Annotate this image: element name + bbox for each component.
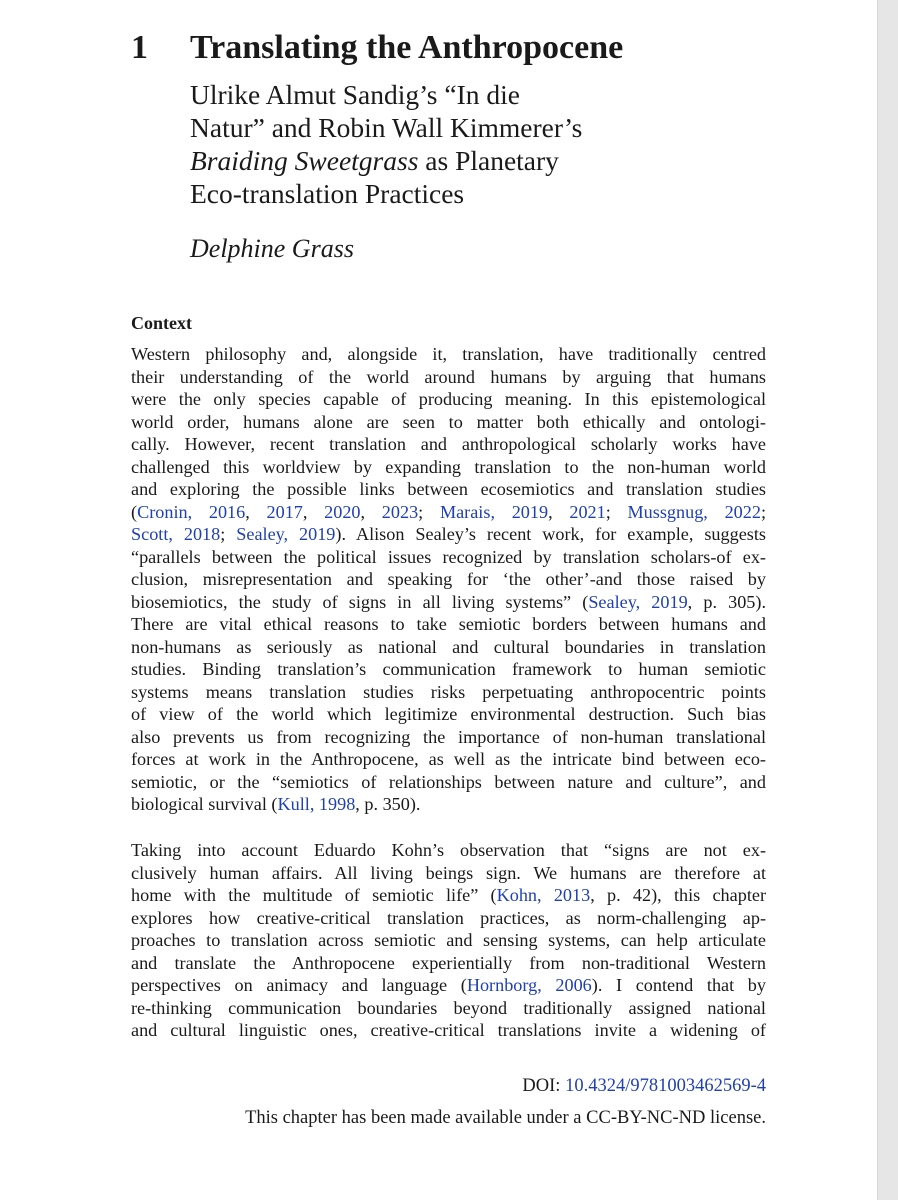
text-run: ; bbox=[220, 524, 237, 544]
text-line bbox=[131, 658, 766, 681]
subtitle-line-rest: as Planetary bbox=[418, 145, 559, 176]
section-heading: Context bbox=[131, 313, 192, 333]
text-run: ; bbox=[760, 501, 767, 522]
chapter-title: Translating the Anthropocene bbox=[190, 29, 624, 66]
text-line bbox=[131, 748, 766, 771]
text-run: clusively human affairs. All living beings sign. We humans are therefore at bbox=[131, 862, 766, 883]
author-name: Delphine Grass bbox=[190, 234, 354, 263]
text-line bbox=[131, 388, 766, 411]
text-line bbox=[131, 681, 766, 704]
text-line bbox=[131, 793, 766, 816]
text-run: and exploring the possible links between ecosemiotics and translation studies bbox=[131, 479, 766, 499]
text-run: biological survival ( bbox=[131, 794, 278, 814]
text-run: , bbox=[360, 501, 382, 522]
text-line bbox=[131, 478, 766, 501]
text-run: ; bbox=[418, 501, 440, 522]
text-run: home with the multitude of semiotic life” ( bbox=[131, 885, 497, 905]
text-run: re-thinking communication boundaries beyond traditionally assigned national bbox=[131, 997, 766, 1018]
text-line bbox=[131, 568, 766, 591]
text-line bbox=[131, 366, 766, 389]
text-line bbox=[131, 974, 766, 997]
citation-link[interactable]: Hornborg, 2006 bbox=[466, 975, 592, 995]
text-run: ; bbox=[605, 501, 628, 522]
text-run: clusion, misrepresentation and speaking for ‘the other’-and those raised by bbox=[131, 569, 766, 589]
text-run: and cultural linguistic ones, creative-critical translations invite a widening of bbox=[131, 1020, 766, 1040]
text-run: biosemiotics, the study of signs in all living systems” ( bbox=[131, 591, 589, 612]
text-run: studies. Binding translation’s communication framework to human semiotic bbox=[131, 659, 766, 679]
text-line bbox=[131, 411, 766, 434]
text-line bbox=[131, 501, 766, 524]
text-run: , p. 42), this chapter bbox=[590, 885, 766, 905]
text-line bbox=[131, 591, 766, 614]
text-run: challenged this worldview by expanding translation to the non-human world bbox=[131, 456, 766, 477]
citation-link[interactable]: 2020 bbox=[324, 501, 361, 522]
text-run: Western philosophy and, alongside it, translation, have traditionally centred bbox=[131, 344, 766, 364]
citation-link[interactable]: 2023 bbox=[381, 501, 419, 522]
paragraph bbox=[131, 839, 766, 1042]
text-line bbox=[131, 726, 766, 749]
text-line bbox=[131, 907, 766, 930]
citation-link[interactable]: Kohn, 2013 bbox=[496, 885, 591, 905]
text-run: , bbox=[548, 501, 570, 522]
page-edge bbox=[877, 0, 898, 1200]
text-run: semiotic, or the “semiotics of relationships between nature and culture”, and bbox=[131, 771, 766, 792]
text-run: ). Alison Sealey’s recent work, for example, suggests bbox=[335, 524, 766, 544]
text-line bbox=[131, 929, 766, 952]
chapter-number: 1 bbox=[131, 29, 148, 66]
text-run: ( bbox=[131, 501, 138, 522]
text-run: “parallels between the political issues recognized by translation scholars-of ex- bbox=[131, 546, 766, 567]
text-run: systems means translation studies risks perpetuating anthropocentric points bbox=[131, 681, 766, 702]
text-line bbox=[131, 546, 766, 569]
paragraph bbox=[131, 343, 766, 816]
text-line bbox=[131, 613, 766, 636]
text-line bbox=[131, 1019, 766, 1042]
text-line bbox=[131, 703, 766, 726]
text-run: explores how creative-critical translation practices, as norm-challenging ap- bbox=[131, 907, 766, 928]
text-line bbox=[131, 862, 766, 885]
text-line bbox=[131, 523, 766, 546]
text-line bbox=[131, 839, 766, 862]
text-line bbox=[131, 997, 766, 1020]
citation-link[interactable]: 2021 bbox=[569, 501, 606, 522]
text-line bbox=[131, 343, 766, 366]
text-run: their understanding of the world around humans by arguing that humans bbox=[131, 366, 766, 387]
text-line bbox=[131, 771, 766, 794]
text-line bbox=[131, 884, 766, 907]
doi-link[interactable]: 10.4324/9781003462569-4 bbox=[565, 1076, 766, 1096]
citation-link[interactable]: Sealey, 2019 bbox=[236, 524, 336, 544]
license-notice: This chapter has been made available under a CC-BY-NC-ND license. bbox=[245, 1108, 766, 1128]
doi-label: DOI: bbox=[522, 1076, 566, 1096]
text-run: proaches to translation across semiotic and sensing systems, can help articulate bbox=[131, 930, 766, 950]
text-run: There are vital ethical reasons to take semiotic borders between humans and bbox=[131, 614, 766, 634]
text-line bbox=[131, 456, 766, 479]
citation-link[interactable]: Sealey, 2019 bbox=[588, 591, 688, 612]
text-line bbox=[131, 952, 766, 975]
text-run: were the only species capable of producing meaning. In this epistemological bbox=[131, 389, 766, 409]
book-title-italic: Braiding Sweetgrass bbox=[190, 145, 419, 176]
citation-link[interactable]: Marais, 2019 bbox=[439, 501, 549, 522]
text-run: cally. However, recent translation and anthropological scholarly works have bbox=[131, 434, 766, 454]
citation-link[interactable]: Cronin, 2016 bbox=[137, 501, 246, 522]
chapter-subtitle bbox=[190, 78, 610, 210]
subtitle-line bbox=[190, 144, 610, 177]
text-run: , bbox=[245, 501, 267, 522]
text-line bbox=[131, 433, 766, 456]
text-run: also prevents us from recognizing the importance of non-human translational bbox=[131, 726, 766, 747]
doi-line bbox=[522, 1074, 766, 1098]
text-run: ). I contend that by bbox=[591, 975, 766, 995]
text-run: perspectives on animacy and language ( bbox=[131, 975, 467, 995]
citation-link[interactable]: 2017 bbox=[266, 501, 303, 522]
citation-link[interactable]: Scott, 2018 bbox=[131, 524, 221, 544]
text-run: and translate the Anthropocene experientially from non-traditional Western bbox=[131, 952, 766, 973]
text-run: , p. 350). bbox=[355, 794, 421, 814]
citation-link[interactable]: Mussgnug, 2022 bbox=[627, 501, 761, 522]
citation-link[interactable]: Kull, 1998 bbox=[277, 794, 356, 814]
text-run: world order, humans alone are seen to matter both ethically and ontologi- bbox=[131, 411, 766, 432]
text-run: Taking into account Eduardo Kohn’s observation that “signs are not ex- bbox=[131, 840, 766, 860]
subtitle-line: Natur” and Robin Wall Kimmerer’s bbox=[190, 112, 583, 143]
text-run: , p. 305). bbox=[687, 591, 766, 612]
text-line bbox=[131, 636, 766, 659]
subtitle-line: Eco-translation Practices bbox=[190, 178, 465, 209]
text-run: , bbox=[302, 501, 325, 522]
subtitle-line: Ulrike Almut Sandig’s “In die bbox=[190, 79, 520, 110]
text-run: non-humans as seriously as national and cultural boundaries in translation bbox=[131, 636, 766, 657]
text-run: forces at work in the Anthropocene, as well as the intricate bind between eco- bbox=[131, 749, 766, 769]
text-run: of view of the world which legitimize environmental destruction. Such bias bbox=[131, 704, 766, 724]
